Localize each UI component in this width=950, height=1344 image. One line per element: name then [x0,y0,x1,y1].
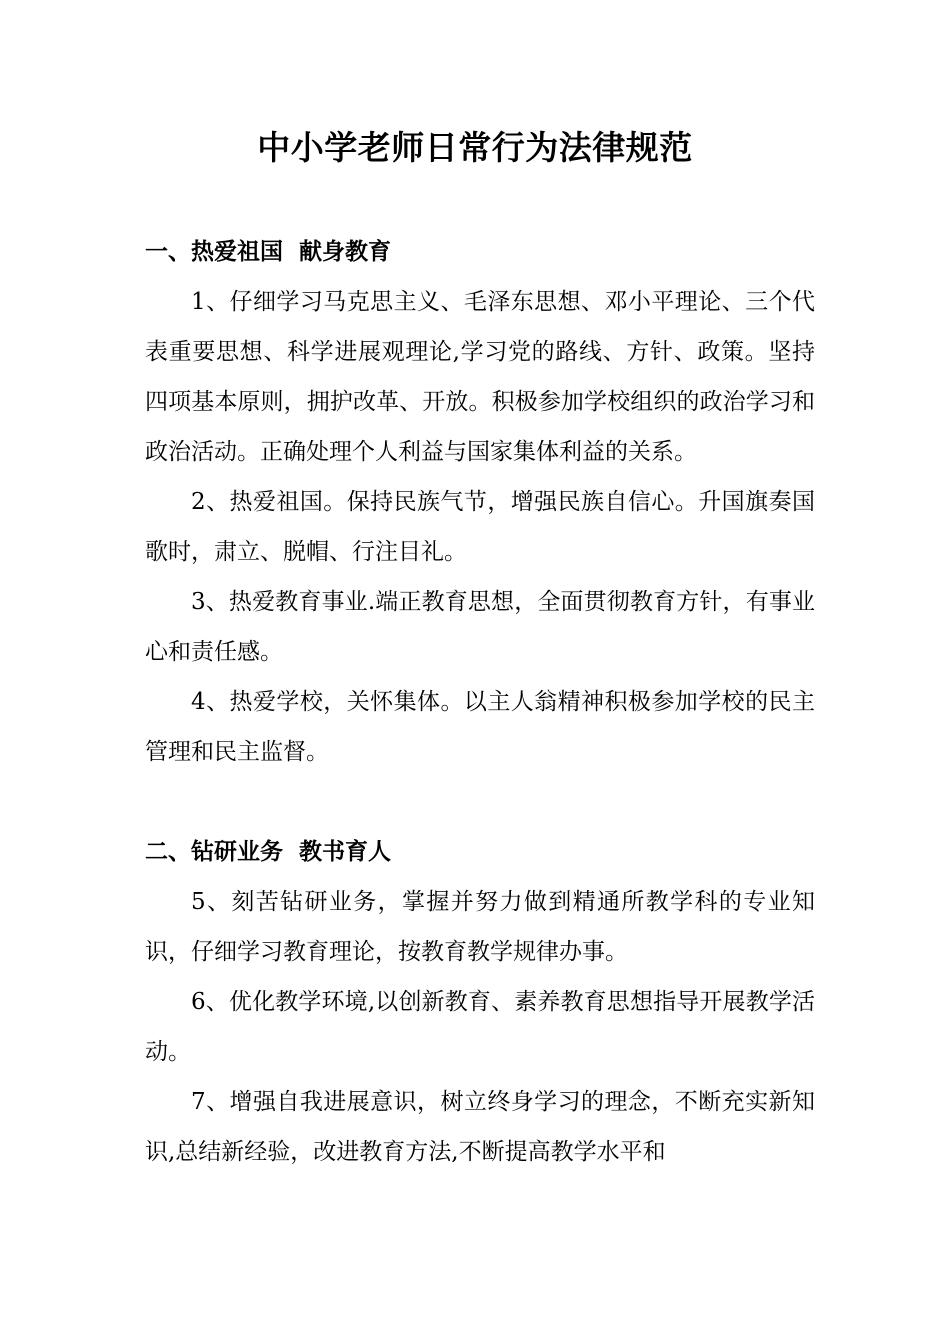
paragraph: 5、刻苦钻研业务，掌握并努力做到精通所教学科的专业知识，仔细学习教育理论，按教育教学规律办事。 [145,889,815,965]
paragraph: 2、热爱祖国。保持民族气节，增强民族自信心。升国旗奏国歌时，肃立、脱帽、行注目礼。 [145,489,815,565]
paragraph: 3、热爱教育事业.端正教育思想，全面贯彻教育方针，有事业心和责任感。 [145,589,815,665]
document-title: 中小学老师日常行为法律规范 [257,128,693,167]
document-body [145,227,815,1177]
paragraph: 7、增强自我进展意识，树立终身学习的理念，不断充实新知识,总结新经验，改进教育方法,不断提高教学水平和 [145,1089,815,1165]
paragraph: 1、仔细学习马克思主义、毛泽东思想、邓小平理论、三个代表重要思想、科学进展观理论,学习党的路线、方针、政策。坚持四项基本原则，拥护改革、开放。积极参加学校组织的政治学习和政治活动。正确处理个人利益与国家集体利益的关系。 [145,289,815,465]
section-heading: 一、热爱祖国 献身教育 [145,238,392,265]
section-heading: 二、钻研业务 教书育人 [145,838,392,865]
section-1 [145,227,815,777]
section-2 [145,827,815,1177]
paragraph: 6、优化教学环境,以创新教育、素养教育思想指导开展教学活动。 [145,989,815,1065]
section-spacer [145,777,815,827]
paragraph: 4、热爱学校，关怀集体。以主人翁精神积极参加学校的民主管理和民主监督。 [145,689,815,765]
